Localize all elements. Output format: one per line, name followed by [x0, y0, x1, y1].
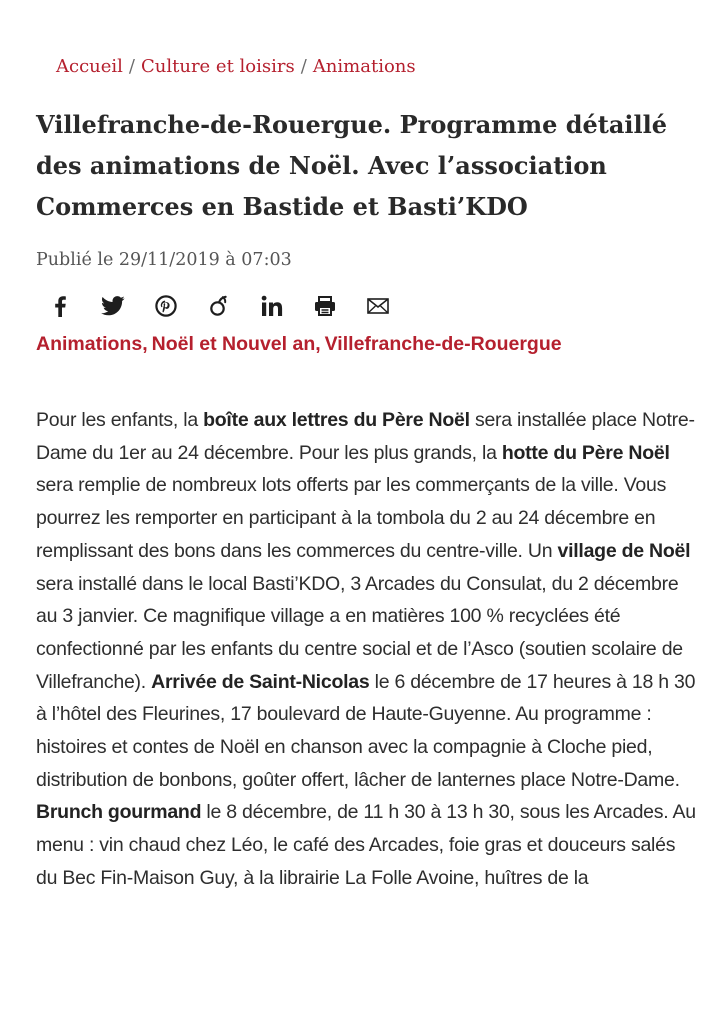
publication-date: Publié le 29/11/2019 à 07:03 [36, 250, 292, 270]
print-icon[interactable] [309, 290, 341, 322]
body-text: Pour les enfants, la [36, 409, 204, 431]
body-emphasis: hotte du Père Noël [501, 441, 670, 464]
tag-list [36, 333, 562, 356]
article-body [36, 404, 696, 895]
tag-separator: , [315, 333, 321, 355]
share-bar [44, 288, 415, 324]
body-text: le 6 décembre de 17 heures à 18 h 30 à l’hôtel des Fleurines, 17 boulevard de Haute-Guyenne. Au programme : histoires et contes de Noël en chanson avec la compagnie à Cloche pied, distribution de bonbons, goûter offert, lâcher de lanternes place Notre-Dame. [36, 670, 696, 791]
body-emphasis: Arrivée de Saint-Nicolas [151, 670, 370, 693]
flipboard-icon[interactable] [203, 290, 235, 322]
body-text: le 8 décembre, de 11 h 30 à 13 h 30, sous les Arcades. Au menu : vin chaud chez Léo, le café des Arcades, foie gras et douceurs salés du Bec Fin-Maison Guy, à la librairie La Folle Avoine, huîtres de la [36, 801, 696, 889]
body-text: sera installée place Notre-Dame du 1er au 24 décembre. Pour les plus grands, la [36, 409, 695, 464]
pinterest-icon[interactable] [150, 290, 182, 322]
tag-link-noel[interactable]: Noël et Nouvel an [151, 333, 316, 355]
body-emphasis: village de Noël [557, 539, 691, 562]
tag-separator: , [142, 333, 148, 355]
body-emphasis: Brunch gourmand [36, 801, 202, 824]
twitter-icon[interactable] [97, 290, 129, 322]
tag-link-animations[interactable]: Animations [36, 333, 143, 355]
breadcrumb-home-link[interactable]: Accueil [56, 56, 123, 77]
breadcrumb-separator: / [300, 56, 307, 77]
linkedin-icon[interactable] [256, 290, 288, 322]
page-title: Villefranche-de-Rouergue. Programme détaillé des animations de Noël. Avec l’association Commerces en Bastide et Basti’KDO [36, 110, 668, 221]
breadcrumb [56, 56, 416, 77]
body-emphasis: boîte aux lettres du Père Noël [203, 409, 470, 431]
tag-link-villefranche[interactable]: Villefranche-de-Rouergue [324, 333, 562, 355]
breadcrumb-separator: / [128, 56, 135, 77]
body-text: sera installé dans le local Basti’KDO, 3 Arcades du Consulat, du 2 décembre au 3 janvier. Ce magnifique village a en matières 100 % recyclées été confectionné par les enfants du centre social et de l’Asco (soutien scolaire de Villefranche). [36, 572, 683, 693]
facebook-icon[interactable] [44, 290, 76, 322]
email-icon[interactable] [362, 290, 394, 322]
body-text: sera remplie de nombreux lots offerts par les commerçants de la ville. Vous pourrez les remporter en participant à la tombola du 2 au 24 décembre en remplissant des bons dans les commerces du centre-ville. Un [36, 474, 667, 562]
breadcrumb-animations-link[interactable]: Animations [312, 56, 416, 77]
breadcrumb-culture-link[interactable]: Culture et loisirs [141, 56, 295, 77]
